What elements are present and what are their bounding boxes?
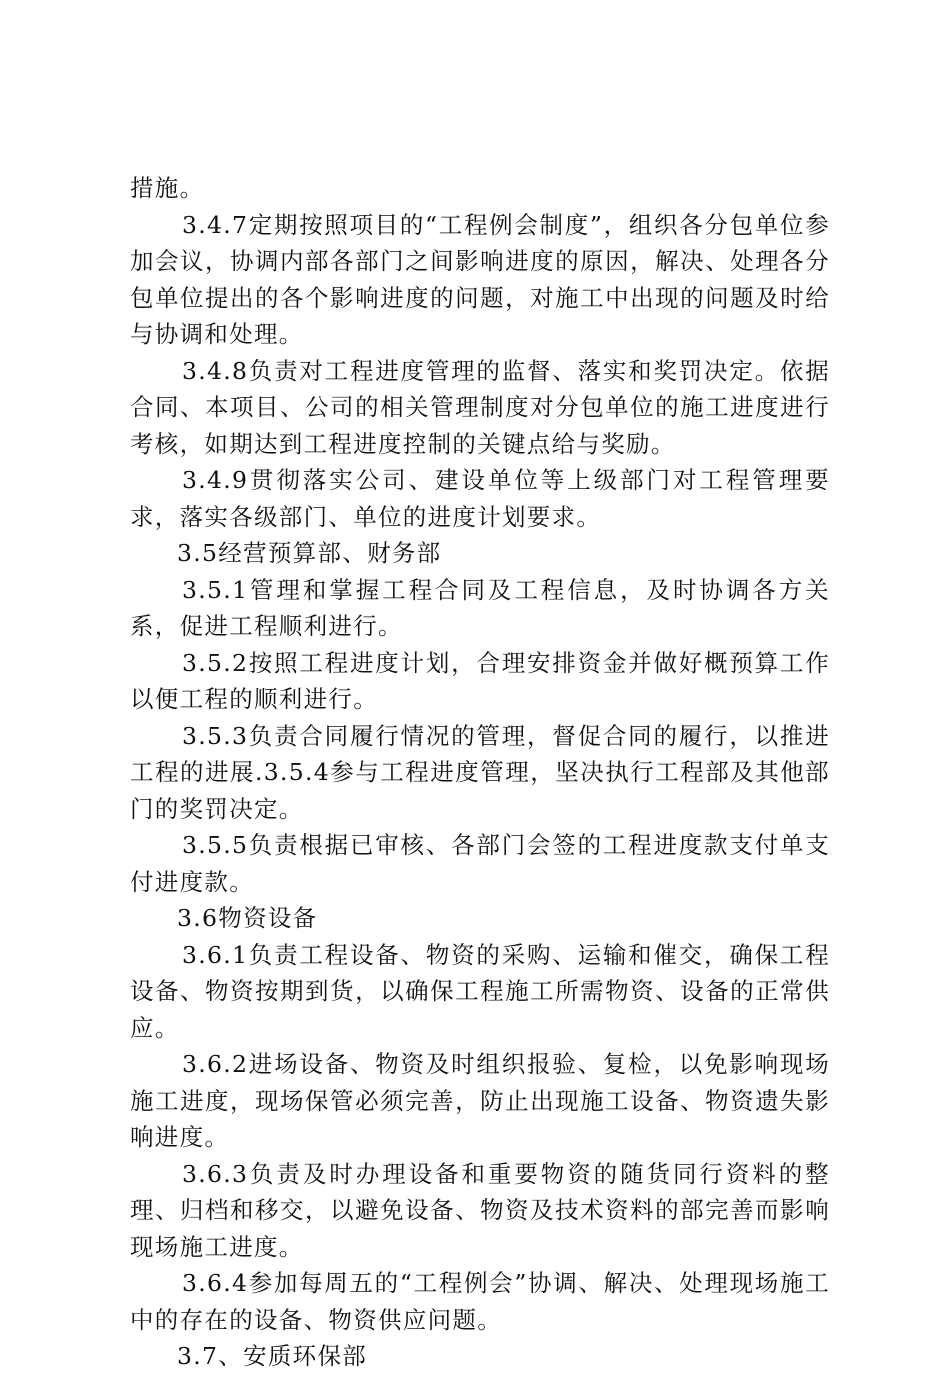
paragraph-3-5-3: 3.5.3负责合同履行情况的管理，督促合同的履行，以推进工程的进展.3.5.4参与工程进度管理，坚决执行工程部及其他部门的奖罚决定。 [130, 721, 830, 823]
paragraph-3-6-2: 3.6.2进场设备、物资及时组织报验、复检，以免影响现场施工进度，现场保管必须完善，防止出现施工设备、物资遗失影响进度。 [130, 1050, 830, 1151]
document-body [130, 170, 830, 1375]
paragraph-3-4-9: 3.4.9贯彻落实公司、建设单位等上级部门对工程管理要求，落实各级部门、单位的进度计划要求。 [130, 466, 830, 531]
paragraph-3-6-4: 3.6.4参加每周五的“工程例会”协调、解决、处理现场施工中的存在的设备、物资供应问题。 [130, 1269, 830, 1334]
section-heading-3-6: 3.6物资设备 [177, 904, 318, 932]
section-heading-3-5: 3.5经营预算部、财务部 [177, 539, 442, 567]
paragraph-continuation: 措施。 [130, 174, 205, 202]
paragraph-3-4-7: 3.4.7定期按照项目的“工程例会制度”，组织各分包单位参加会议，协调内部各部门之间影响进度的原因，解决、处理各分包单位提出的各个影响进度的问题，对施工中出现的问题及时给与协调和处理。 [130, 210, 830, 348]
paragraph-3-5-2: 3.5.2按照工程进度计划，合理安排资金并做好概预算工作以便工程的顺利进行。 [130, 648, 830, 713]
paragraph-3-5-1: 3.5.1管理和掌握工程合同及工程信息，及时协调各方关系，促进工程顺利进行。 [130, 575, 830, 640]
paragraph-3-4-8: 3.4.8负责对工程进度管理的监督、落实和奖罚决定。依据合同、本项目、公司的相关管理制度对分包单位的施工进度进行考核，如期达到工程进度控制的关键点给与奖励。 [130, 356, 830, 458]
section-heading-3-7: 3.7、安质环保部 [177, 1342, 368, 1370]
paragraph-3-6-3: 3.6.3负责及时办理设备和重要物资的随货同行资料的整理、归档和移交，以避免设备、物资及技术资料的部完善而影响现场施工进度。 [130, 1159, 830, 1261]
paragraph-3-6-1: 3.6.1负责工程设备、物资的采购、运输和催交，确保工程设备、物资按期到货，以确保工程施工所需物资、设备的正常供应。 [130, 940, 830, 1042]
paragraph-3-5-5: 3.5.5负责根据已审核、各部门会签的工程进度款支付单支付进度款。 [130, 831, 830, 896]
